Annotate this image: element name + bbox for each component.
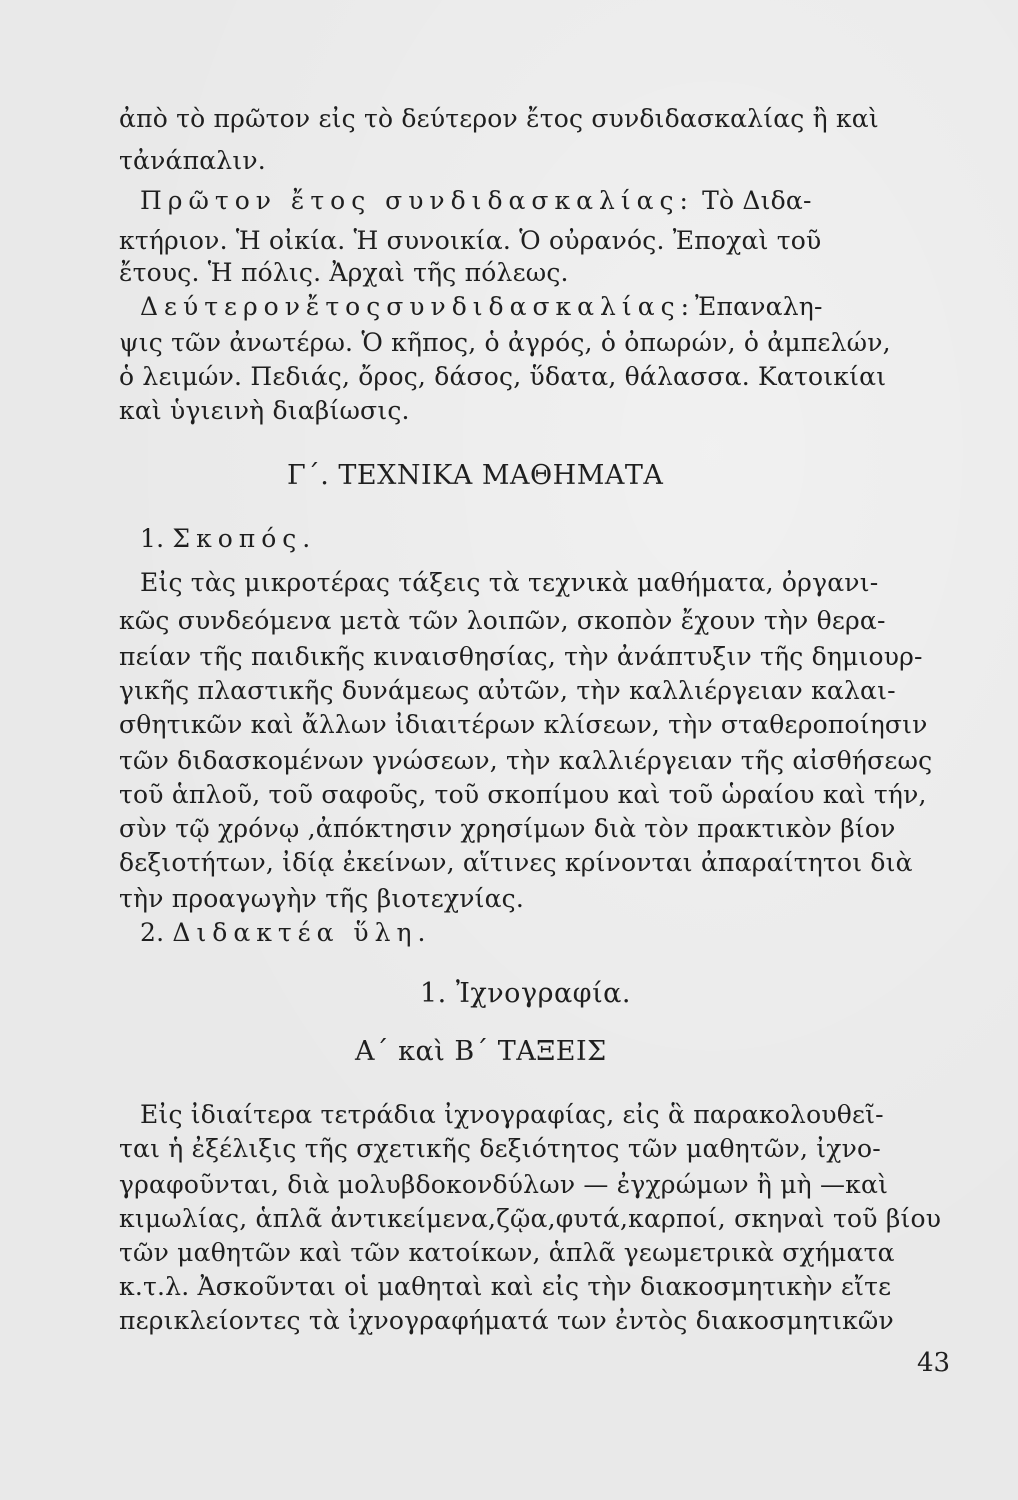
line-text: γραφοῦνται, διὰ μολυβδοκονδύλων — ἐγχρώμων ἢ μὴ —καὶ	[119, 1170, 889, 1199]
numbered-heading	[140, 918, 431, 948]
text-line	[119, 746, 932, 776]
line-text: σθητικῶν καὶ ἄλλων ἰδιαιτέρων κλίσεων, τὴν σταθεροποίησιν	[119, 710, 928, 739]
line-text: ἀπὸ τὸ πρῶτον εἰς τὸ δεύτερον ἔτος συνδιδασκαλίας ἢ καὶ	[119, 104, 879, 133]
line-text: καὶ ὑγιεινὴ διαβίωσις.	[119, 396, 410, 425]
line-text: Ἐπαναλη-	[695, 292, 823, 321]
text-line	[119, 1272, 891, 1302]
text-line	[119, 884, 524, 914]
line-text: σὺν τῷ χρόνῳ ,ἀπόκτησιν χρησίμων διὰ τὸν πρακτικὸν βίον	[119, 814, 896, 843]
text-line	[119, 1306, 894, 1336]
text-line	[119, 362, 886, 392]
text-line	[140, 292, 823, 322]
line-text: κ.τ.λ. Ἀσκοῦνται οἱ μαθηταὶ καὶ εἰς τὴν διακοσμητικὴν εἴτε	[119, 1272, 892, 1301]
subsection-heading	[420, 978, 631, 1010]
line-text: περικλείοντες τὰ ἰχνογραφήματά των ἐντὸς διακοσμητικῶν	[119, 1306, 894, 1335]
line-text: Εἰς ἰδιαίτερα τετράδια ἰχνογραφίας, εἰς ἃ παρακολουθεῖ-	[140, 1100, 884, 1129]
text-line	[119, 848, 913, 878]
spaced-heading: Πρῶτον ἔτος συνδιδασκαλίας:	[140, 186, 694, 215]
text-line	[119, 606, 886, 636]
classes-heading-text: Α΄ καὶ Β΄ ΤΑΞΕΙΣ	[355, 1036, 607, 1067]
line-text: γικῆς πλαστικῆς δυνάμεως αὐτῶν, τὴν καλλιέργειαν καλαι-	[119, 676, 896, 705]
text-line	[119, 676, 896, 706]
line-text: κτήριον. Ἡ οἰκία. Ἡ συνοικία. Ὁ οὐρανός. Ἐποχαὶ τοῦ	[119, 226, 822, 255]
text-line	[119, 1238, 895, 1268]
line-text: κῶς συνδεόμενα μετὰ τῶν λοιπῶν, σκοπὸν ἔχουν τὴν θερα-	[119, 606, 886, 635]
text-line	[119, 1134, 881, 1164]
numbered-heading	[140, 524, 316, 554]
section-heading-text: Γ΄. ΤΕΧΝΙΚΑ ΜΑΘΗΜΑΤΑ	[287, 460, 664, 491]
text-line	[119, 104, 879, 134]
line-text: Τὸ Διδα-	[693, 186, 812, 215]
text-line	[140, 568, 878, 598]
line-text: πείαν τῆς παιδικῆς κιναισθησίας, τὴν ἀνάπτυξιν τῆς δημιουρ-	[119, 642, 923, 671]
text-line	[119, 780, 927, 810]
text-line	[119, 146, 266, 176]
line-text: κιμωλίας, ἁπλᾶ ἀντικείμενα,ζῷα,φυτά,καρποί, σκηναὶ τοῦ βίου	[119, 1204, 942, 1233]
line-text: ὁ λειμών. Πεδιάς, ὄρος, δάσος, ὕδατα, θάλασσα. Κατοικίαι	[119, 362, 887, 391]
text-line	[119, 226, 821, 256]
line-text: Εἰς τὰς μικροτέρας τάξεις τὰ τεχνικὰ μαθήματα, ὀργανι-	[140, 568, 879, 597]
text-line	[140, 186, 812, 216]
text-line	[119, 710, 928, 740]
text-line	[119, 1170, 888, 1200]
line-text: δεξιοτήτων, ἰδίᾳ ἐκείνων, αἵτινες κρίνονται ἀπαραίτητοι διὰ	[119, 848, 913, 877]
line-text: τῶν μαθητῶν καὶ τῶν κατοίκων, ἁπλᾶ γεωμετρικὰ σχήματα	[119, 1238, 895, 1267]
line-text: ψις τῶν ἀνωτέρω. Ὁ κῆπος, ὁ ἀγρός, ὁ ὀπωρών, ὁ ἀμπελών,	[119, 328, 891, 357]
heading-number: 1.	[140, 524, 173, 553]
text-line	[119, 396, 410, 426]
spaced-heading: Δεύτερονἔτοςσυνδιδασκαλίας:	[140, 292, 696, 321]
text-line	[119, 1204, 941, 1234]
line-text: τἀνάπαλιν.	[119, 146, 266, 175]
text-line	[119, 328, 891, 358]
page-number: 43	[917, 1348, 951, 1378]
line-text: ἔτους. Ἡ πόλις. Ἀρχαὶ τῆς πόλεως.	[119, 258, 569, 287]
line-text: τοῦ ἁπλοῦ, τοῦ σαφοῦς, τοῦ σκοπίμου καὶ τοῦ ὡραίου καὶ τήν,	[119, 780, 927, 809]
text-line	[119, 642, 923, 672]
subsection-heading-text: 1. Ἰχνογραφία.	[420, 978, 631, 1009]
spaced-heading: Διδακτέα ὕλη.	[172, 918, 432, 947]
text-line	[119, 814, 896, 844]
line-text: τὴν προαγωγὴν τῆς βιοτεχνίας.	[119, 884, 525, 913]
text-line	[140, 1100, 884, 1130]
text-line	[119, 258, 569, 288]
heading-number: 2.	[140, 918, 173, 947]
line-text: ται ἡ ἐξέλιξις τῆς σχετικῆς δεξιότητος τῶν μαθητῶν, ἰχνο-	[119, 1134, 881, 1163]
section-heading	[287, 460, 663, 492]
line-text: τῶν διδασκομένων γνώσεων, τὴν καλλιέργειαν τῆς αἰσθήσεως	[119, 746, 933, 775]
classes-heading	[355, 1036, 607, 1068]
spaced-heading: Σκοπός.	[172, 524, 317, 553]
